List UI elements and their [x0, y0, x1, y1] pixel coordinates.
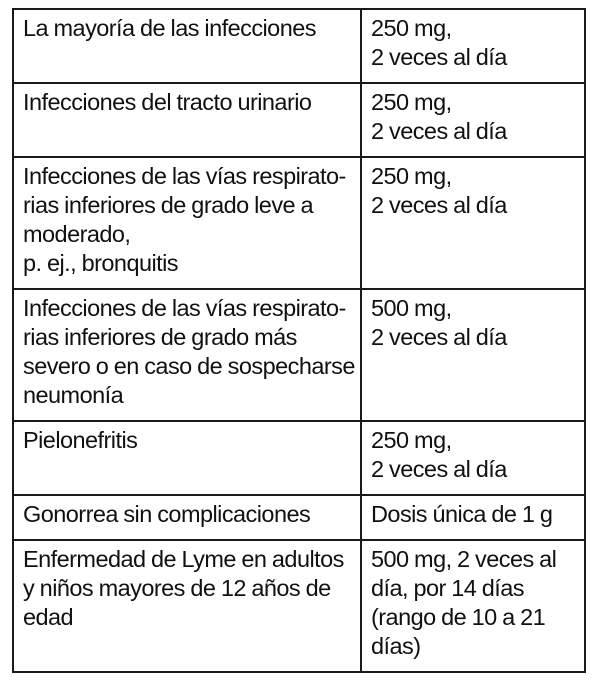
condition-text: Pielonefritis: [23, 427, 138, 453]
condition-cell: [13, 540, 361, 672]
dose-cell: [361, 495, 585, 540]
dose-text: 2 veces al día: [371, 324, 507, 350]
condition-text: moderado,: [23, 221, 131, 247]
dose-cell: [361, 83, 585, 157]
condition-text: Enfermedad de Lyme en adultos: [23, 546, 344, 572]
condition-cell: [13, 289, 361, 421]
dose-cell: [361, 289, 585, 421]
condition-text: La mayoría de las infecciones: [23, 15, 316, 41]
dose-text: 2 veces al día: [371, 118, 507, 144]
dose-cell: [361, 540, 585, 672]
table-row: [13, 495, 585, 540]
dose-cell: [361, 421, 585, 495]
condition-cell: [13, 9, 361, 83]
dose-text: 500 mg,: [371, 295, 452, 321]
condition-text: p. ej., bronquitis: [23, 250, 179, 276]
table-row: [13, 540, 585, 672]
condition-text: rias inferiores de grado leve a: [23, 192, 314, 218]
condition-cell: [13, 421, 361, 495]
dose-text: 2 veces al día: [371, 456, 507, 482]
dose-text: 250 mg,: [371, 163, 452, 189]
dose-text: días): [371, 633, 421, 659]
condition-text: Gonorrea sin complicaciones: [23, 501, 311, 527]
condition-text: Infecciones de las vías respirato-: [23, 295, 346, 321]
condition-text: rias inferiores de grado más: [23, 324, 297, 350]
dose-text: 2 veces al día: [371, 192, 507, 218]
dose-text: 2 veces al día: [371, 44, 507, 70]
dose-cell: [361, 157, 585, 289]
condition-cell: [13, 83, 361, 157]
dose-text: (rango de 10 a 21: [371, 604, 546, 630]
condition-text: edad: [23, 604, 74, 630]
dose-text: 500 mg, 2 veces al: [371, 546, 557, 572]
dose-cell: [361, 9, 585, 83]
condition-text: Infecciones del tracto urinario: [23, 89, 312, 115]
dose-text: 250 mg,: [371, 89, 452, 115]
dosage-table: [12, 8, 586, 673]
dose-text: 250 mg,: [371, 15, 452, 41]
table-row: [13, 83, 585, 157]
table-row: [13, 421, 585, 495]
table-row: [13, 157, 585, 289]
table-row: [13, 9, 585, 83]
condition-text: y niños mayores de 12 años de: [23, 575, 331, 601]
dose-text: Dosis única de 1 g: [371, 501, 553, 527]
condition-text: severo o en caso de sospecharse: [23, 353, 355, 379]
dose-text: 250 mg,: [371, 427, 452, 453]
condition-text: Infecciones de las vías respirato-: [23, 163, 346, 189]
condition-text: neumonía: [23, 382, 124, 408]
table-row: [13, 289, 585, 421]
condition-cell: [13, 157, 361, 289]
condition-cell: [13, 495, 361, 540]
dose-text: día, por 14 días: [371, 575, 525, 601]
